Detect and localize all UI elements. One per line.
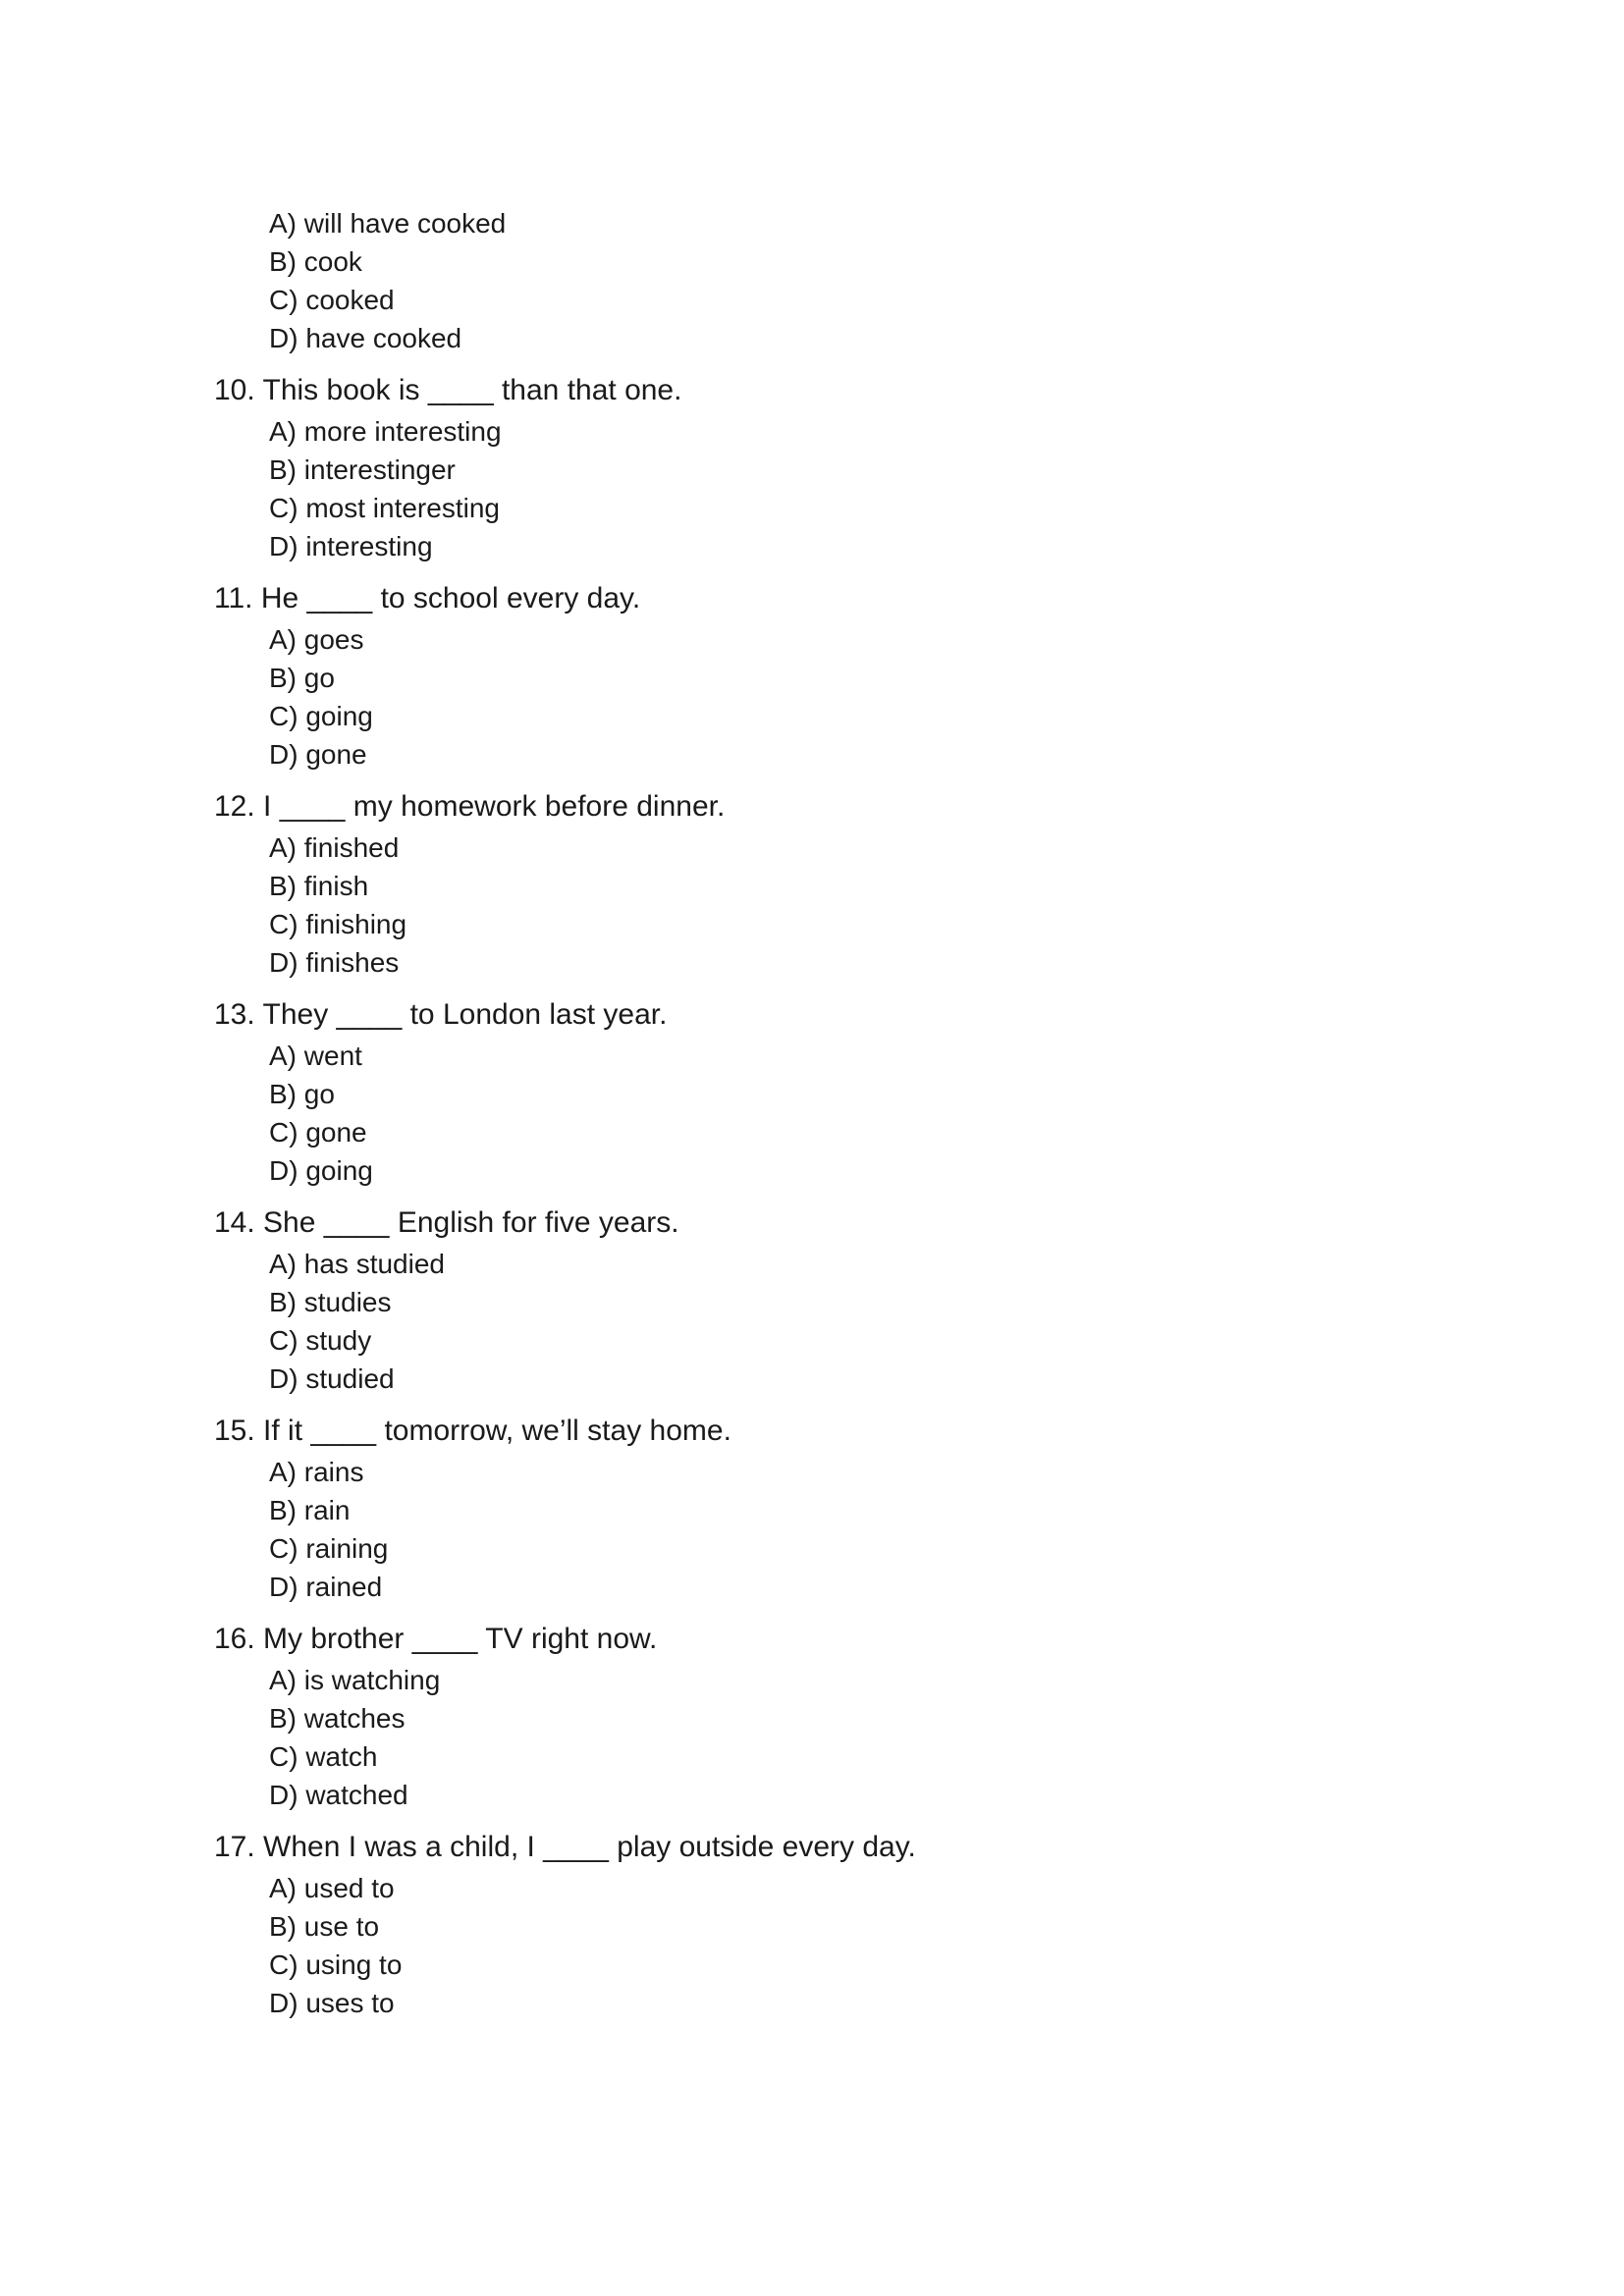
question-15 — [214, 1410, 1432, 1606]
option-d: D) going — [269, 1155, 373, 1186]
option-list — [269, 1869, 1432, 2022]
option-a: A) more interesting — [269, 416, 502, 447]
question-10 — [214, 369, 1432, 565]
option-d: D) studied — [269, 1363, 395, 1394]
option-b: B) rain — [269, 1495, 351, 1525]
option-d: D) finishes — [269, 947, 400, 978]
option-b: B) use to — [269, 1911, 380, 1942]
option-b: B) go — [269, 663, 335, 693]
option-list — [269, 828, 1432, 982]
option-b: B) cook — [269, 246, 362, 277]
question-12 — [214, 785, 1432, 982]
question-text: 14. She ____ English for five years. — [214, 1206, 679, 1239]
option-list — [269, 1245, 1432, 1398]
option-a: A) has studied — [269, 1249, 445, 1279]
option-list — [269, 620, 1432, 774]
option-c: C) gone — [269, 1117, 367, 1148]
question-9-continued — [214, 204, 1432, 357]
option-b: B) finish — [269, 871, 369, 901]
quiz-content — [214, 204, 1432, 2022]
option-a: A) went — [269, 1041, 362, 1071]
question-11 — [214, 577, 1432, 774]
option-c: C) watch — [269, 1741, 378, 1772]
question-text: 12. I ____ my homework before dinner. — [214, 790, 726, 823]
question-text: 11. He ____ to school every day. — [214, 582, 641, 614]
option-b: B) watches — [269, 1703, 406, 1734]
option-list — [269, 1453, 1432, 1606]
question-text: 13. They ____ to London last year. — [214, 998, 668, 1031]
option-c: C) raining — [269, 1533, 389, 1564]
option-d: D) interesting — [269, 531, 433, 561]
question-13 — [214, 993, 1432, 1190]
option-b: B) studies — [269, 1287, 392, 1317]
question-17 — [214, 1826, 1432, 2022]
option-d: D) gone — [269, 739, 367, 770]
option-b: B) go — [269, 1079, 335, 1109]
option-a: A) will have cooked — [269, 208, 507, 239]
question-text: 10. This book is ____ than that one. — [214, 374, 682, 406]
option-c: C) most interesting — [269, 493, 500, 523]
option-a: A) used to — [269, 1873, 395, 1903]
option-b: B) interestinger — [269, 454, 456, 485]
question-16 — [214, 1618, 1432, 1814]
option-list — [269, 412, 1432, 565]
option-list — [269, 1661, 1432, 1814]
option-d: D) rained — [269, 1572, 383, 1602]
option-d: D) watched — [269, 1780, 408, 1810]
question-text: 15. If it ____ tomorrow, we’ll stay home. — [214, 1415, 731, 1447]
option-c: C) study — [269, 1325, 372, 1356]
question-text: 16. My brother ____ TV right now. — [214, 1623, 658, 1655]
option-a: A) finished — [269, 832, 400, 863]
option-c: C) cooked — [269, 285, 395, 315]
question-text: 17. When I was a child, I ____ play outside every day. — [214, 1831, 916, 1863]
option-a: A) rains — [269, 1457, 364, 1487]
option-a: A) goes — [269, 624, 364, 655]
option-d: D) have cooked — [269, 323, 462, 353]
option-a: A) is watching — [269, 1665, 441, 1695]
option-list — [269, 204, 1432, 357]
option-c: C) finishing — [269, 909, 407, 939]
option-c: C) going — [269, 701, 373, 731]
option-d: D) uses to — [269, 1988, 395, 2018]
option-list — [269, 1037, 1432, 1190]
question-14 — [214, 1201, 1432, 1398]
option-c: C) using to — [269, 1949, 403, 1980]
